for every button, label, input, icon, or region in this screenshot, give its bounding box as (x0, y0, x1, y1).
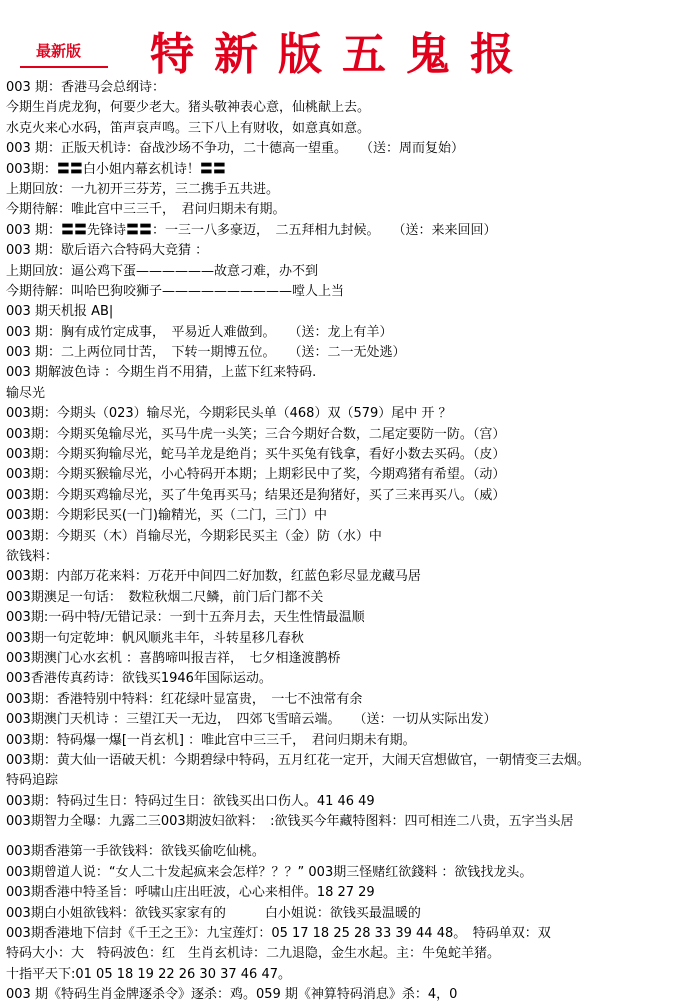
text-line: 今期待解：叫哈巴狗咬狮子——————————嘡人上当 (6, 283, 345, 299)
content-lines (6, 78, 686, 1006)
text-line: 003 期：二上两位同廿苦， 下转一期博五位。 （送：二一无处逃） (6, 345, 406, 361)
text-line: 003期澳门天机诗 ：三望江天一无边， 四郊飞雪暗云端。 （送：一切从实际出发） (6, 712, 497, 728)
badge-underline (20, 66, 108, 68)
text-line: 003 期《特码生肖金牌逐杀令》逐杀：鸡。059 期《神算特码消息》杀：4，0 (6, 987, 458, 1003)
text-line: 003期：特码过生日：特码过生日：欲钱买出口伤人。41 46 49 (6, 793, 375, 809)
text-line: 003期：特码爆一爆[一肖玄机] ：唯此宫中三三千， 君问归期未有期。 (6, 732, 416, 748)
text-line: 003 期解波色诗 ：今期生肖不用猜，上蓝下红来特码. (6, 365, 317, 381)
page-title: 特新版五鬼报 (150, 29, 534, 80)
text-line: 003 期：〓〓先锋诗〓〓：一三一八多豪迈， 二五拜相九封候。 （送：来来回回） (6, 222, 497, 238)
text-line: 特码大小：大 特码波色：红 生肖玄机诗：二九退隐，金生水起。主：牛兔蛇羊猪。 (6, 946, 501, 962)
text-line: 003期：今期买（木）肖输尽光，今期彩民买主（金）防（水）中 (6, 528, 382, 544)
text-line: 003期澳足一句话： 数粒秋烟二尺鳞，前门后门都不关 (6, 589, 324, 605)
text-line: 003期澳门心水玄机 ：喜鹊啼叫报吉祥， 七夕相逢渡鹊桥 (6, 650, 341, 666)
text-line: 003期：内部万花来料：万花开中间四二好加数，红蓝色彩尽显龙藏马居 (6, 569, 421, 585)
text-line: 003期：今期买鸡输尽光，买了牛兔再买马；结果还是狗猪好，买了三来再买八。（威） (6, 487, 506, 503)
text-line: 003 期天机报 AB| (6, 304, 114, 320)
text-line: 003期：今期买猴输尽光，小心特码开本期；上期彩民中了奖，今期鸡猪有希望。（动） (6, 467, 506, 483)
text-line: 特码追踪 (6, 773, 59, 789)
text-line: 003期：今期彩民买(一门)输精光，买（二门，三门）中 (6, 508, 327, 524)
text-line: 003 期：胸有成竹定成事， 平易近人难做到。 （送：龙上有羊） (6, 324, 393, 340)
latest-edition-badge: 最新版 (36, 42, 82, 60)
text-line: 003 期：歇后语六合特码大竞猜 ： (6, 243, 209, 259)
header (0, 0, 689, 80)
text-line: 003期：今期头（023）输尽光，今期彩民头单（468）双（579）尾中 开 ？ (6, 406, 452, 422)
text-line: 今期生肖虎龙狗，何要少老大。猪头敬神表心意，仙桃献上去。 (6, 100, 371, 116)
text-line: 十指平天下:01 05 18 19 22 26 30 37 46 47。 (6, 966, 291, 982)
text-line: 003期：今期买兔输尽光，买马牛虎一头笑；三合今期好合数，二尾定要防一防。（宫） (6, 426, 506, 442)
text-line: 003香港传真药诗：欲钱买1946年国际运动。 (6, 671, 272, 687)
text-line: 003期:一码中特/无错记录：一到十五奔月去，天生性情最温顺 (6, 610, 365, 626)
text-line: 003期：黄大仙一语破天机：今期碧绿中特码，五月红花一定开，大闹天宫想做官，一朝情变三去烟。 (6, 752, 590, 768)
text-line: 003期：今期买狗输尽光，蛇马羊龙是绝肖；买牛买兔有钱拿，看好小数去买码。（皮） (6, 447, 506, 463)
text-line: 今期待解：唯此宫中三三千， 君问归期未有期。 (6, 202, 286, 218)
text-line: 003 期：正版天机诗：奋战沙场不争功，二十德高一望重。 （送：周而复始） (6, 141, 464, 157)
text-line: 003期：香港特别中特料：红花绿叶显富贵， 一七不浊常有余 (6, 691, 363, 707)
text-line: 欲钱料： (6, 548, 59, 564)
text-line: 003期：〓〓白小姐内幕玄机诗！〓〓 (6, 161, 226, 177)
text-line: 输尽光 (6, 385, 46, 401)
text-line: 003期白小姐欲钱料：欲钱买家家有的 白小姐说：欲钱买最温暖的 (6, 905, 421, 921)
text-line: 003期香港地下信封《千王之王》：九宝莲灯：05 17 18 25 28 33 39 44 48。 特码单双：双 (6, 926, 551, 942)
text-line: 003期香港中特圣旨：呼啸山庄出旺波，心心来相伴。18 27 29 (6, 885, 375, 901)
text-line: 003 期：香港马会总纲诗： (6, 80, 165, 95)
text-line: 上期回放：一九初开三芬芳，三二携手五共进。 (6, 181, 280, 197)
text-line (6, 832, 686, 842)
text-line: 003期曾道人说：“女人二十发起疯来会怎样？？？” 003期三怪赌红欲錢料 ：欲钱找龙头。 (6, 864, 533, 880)
text-line: 003期智力全曝：九露二三003期波妇欲料： :欲钱买今年藏特图料：四可相连二八贵，五字当头居 (6, 814, 574, 830)
text-line: 003期一句定乾坤：帆风顺兆丰年，斗转星移几春秋 (6, 630, 304, 646)
text-line: 水克火来心水码，笛声哀声鸣。三下八上有财收，如意真如意。 (6, 120, 371, 136)
text-line: 上期回放：逼公鸡下蛋——————故意刁难，办不到 (6, 263, 319, 279)
text-line: 003期香港第一手欲钱料：欲钱买偷吃仙桃。 (6, 844, 265, 860)
